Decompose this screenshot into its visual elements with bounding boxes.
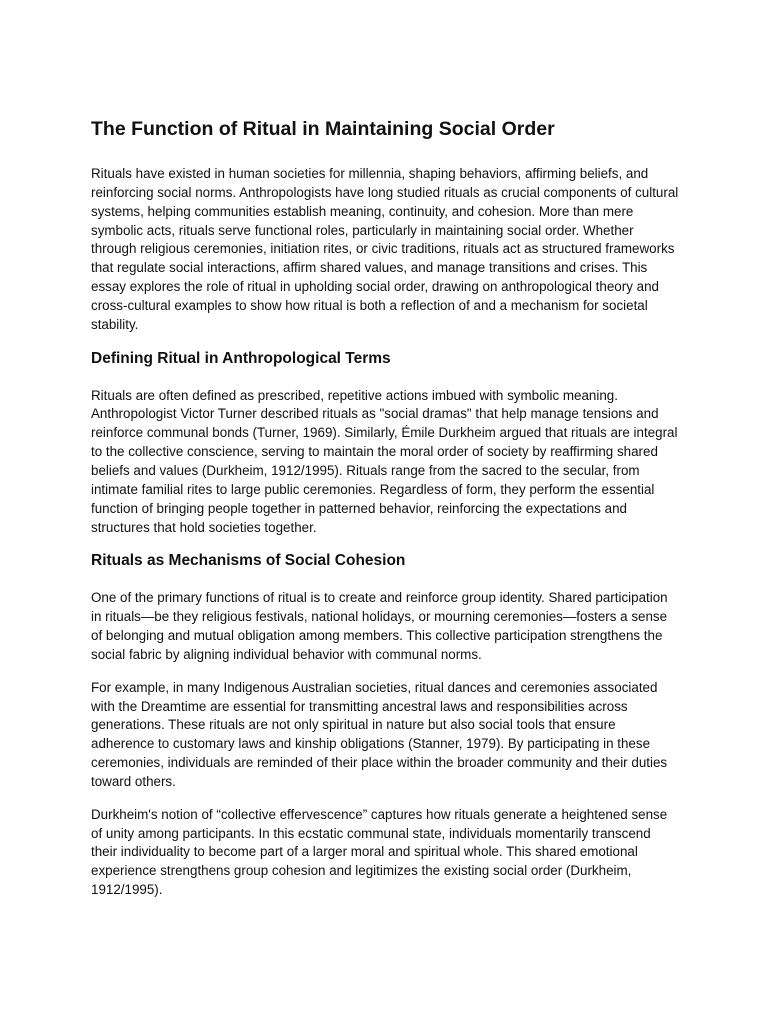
section-paragraph: For example, in many Indigenous Australian societies, ritual dances and ceremonies associated with the Dreamtime are essential for transmitting ancestral laws and responsibilities across generations. These rituals are not only spiritual in nature but also social tools that ensure adherence to customary laws and kinship obligations (Stanner, 1979). By participating in these ceremonies, individuals are reminded of their place within the broader community and their duties toward others. bbox=[91, 679, 668, 789]
intro-paragraph: Rituals have existed in human societies for millennia, shaping behaviors, affirming beliefs, and reinforcing social norms. Anthropologists have long studied rituals as crucial components of cultural systems, helping communities establish meaning, continuity, and cohesion. More than mere symbolic acts, rituals serve functional roles, particularly in maintaining social order. Whether through religious ceremonies, initiation rites, or civic traditions, rituals act as structured frameworks that regulate social interactions, affirm shared values, and manage transitions and crises. This essay explores the role of ritual in upholding social order, drawing on anthropological theory and cross-cultural examples to show how ritual is both a reflection of and a mechanism for societal stability. bbox=[91, 166, 679, 332]
section-paragraph: One of the primary functions of ritual is to create and reinforce group identity. Shared participation in rituals—be they religious festivals, national holidays, or mourning ceremonies—fosters a sense of belonging and mutual obligation among members. This collective participation strengthens the social fabric by aligning individual behavior with communal norms. bbox=[91, 590, 668, 662]
document-page bbox=[91, 116, 679, 914]
section-heading-social-cohesion: Rituals as Mechanisms of Social Cohesion bbox=[91, 552, 406, 570]
section-paragraph: Durkheim's notion of “collective effervescence” captures how rituals generate a heightened sense of unity among participants. In this ecstatic communal state, individuals momentarily transcend their individuality to become part of a larger moral and spiritual whole. This shared emotional experience strengthens group cohesion and legitimizes the existing social order (Durkheim, 1912/1995). bbox=[91, 806, 668, 898]
section-paragraph: Rituals are often defined as prescribed, repetitive actions imbued with symbolic meaning. Anthropologist Victor Turner described rituals as "social dramas" that help manage tensions and reinforce communal bonds (Turner, 1969). Similarly, Émile Durkheim argued that rituals are integral to the collective conscience, serving to maintain the moral order of society by reaffirming shared beliefs and values (Durkheim, 1912/1995). Rituals range from the sacred to the secular, from intimate familial rites to large public ceremonies. Regardless of form, they perform the essential function of bringing people together in patterned behavior, reinforcing the expectations and structures that hold societies together. bbox=[91, 387, 678, 535]
section-heading-defining-ritual: Defining Ritual in Anthropological Terms bbox=[91, 349, 391, 367]
document-title: The Function of Ritual in Maintaining Social Order bbox=[91, 118, 555, 140]
